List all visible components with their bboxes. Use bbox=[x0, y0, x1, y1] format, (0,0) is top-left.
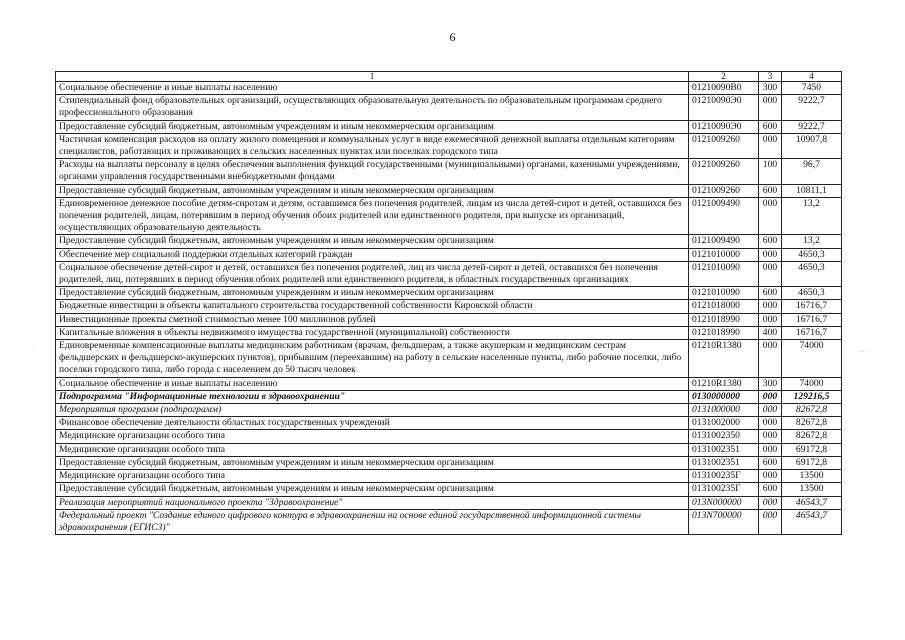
table-row bbox=[56, 390, 842, 403]
table-header-row bbox=[56, 72, 842, 82]
target-code-cell: 0121018000 bbox=[689, 300, 759, 313]
amount-cell: 4650,3 bbox=[782, 248, 842, 261]
expense-kind-cell: 100 bbox=[759, 159, 782, 184]
table-row bbox=[56, 509, 842, 534]
target-code-cell: 0121009490 bbox=[689, 235, 759, 248]
expense-kind-cell: 000 bbox=[759, 390, 782, 403]
expense-name-cell: Реализация мероприятий национального проекта "Здравоохранение" bbox=[56, 496, 689, 509]
table-row bbox=[56, 133, 842, 158]
table-row bbox=[56, 197, 842, 235]
amount-cell: 13500 bbox=[782, 483, 842, 496]
expense-name-cell: Предоставление субсидий бюджетным, автономным учреждениям и иным некоммерческим организациям bbox=[56, 120, 689, 133]
amount-cell: 13,2 bbox=[782, 197, 842, 235]
target-code-cell: 01210090Э0 bbox=[689, 95, 759, 120]
header-cell-4: 4 bbox=[782, 72, 842, 82]
table-row bbox=[56, 470, 842, 483]
expense-kind-cell: 000 bbox=[759, 417, 782, 430]
expense-kind-cell: 000 bbox=[759, 509, 782, 534]
expense-name-cell: Инвестиционные проекты сметной стоимостью менее 100 миллионов рублей bbox=[56, 313, 689, 326]
budget-table-body bbox=[56, 72, 842, 535]
expense-kind-cell: 000 bbox=[759, 496, 782, 509]
table-row bbox=[56, 235, 842, 248]
target-code-cell: 0131002351 bbox=[689, 443, 759, 456]
expense-kind-cell: 600 bbox=[759, 235, 782, 248]
amount-cell: 129216,5 bbox=[782, 390, 842, 403]
target-code-cell: 0121010000 bbox=[689, 248, 759, 261]
amount-cell: 10907,8 bbox=[782, 133, 842, 158]
target-code-cell: 0121010090 bbox=[689, 287, 759, 300]
expense-name-cell: Стипендиальный фонд образовательных организаций, осуществляющих образовательную деятельность по образовательным программам среднего профессионального образования bbox=[56, 95, 689, 120]
expense-name-cell: Предоставление субсидий бюджетным, автономным учреждениям и иным некоммерческим организациям bbox=[56, 287, 689, 300]
expense-name-cell: Обеспечение мер социальной поддержки отдельных категорий граждан bbox=[56, 248, 689, 261]
target-code-cell: 0130000000 bbox=[689, 390, 759, 403]
expense-name-cell: Социальное обеспечение и иные выплаты населению bbox=[56, 82, 689, 95]
table-row bbox=[56, 456, 842, 469]
target-code-cell: 0121018990 bbox=[689, 326, 759, 339]
expense-kind-cell: 600 bbox=[759, 184, 782, 197]
expense-kind-cell: 000 bbox=[759, 313, 782, 326]
table-row bbox=[56, 248, 842, 261]
expense-kind-cell: 000 bbox=[759, 197, 782, 235]
table-row bbox=[56, 287, 842, 300]
header-cell-2: 2 bbox=[689, 72, 759, 82]
amount-cell: 16716,7 bbox=[782, 313, 842, 326]
table-row bbox=[56, 313, 842, 326]
expense-name-cell: Медицинские организации особого типа bbox=[56, 443, 689, 456]
expense-kind-cell: 600 bbox=[759, 456, 782, 469]
header-cell-1: 1 bbox=[56, 72, 689, 82]
scan-speck: · - · bbox=[858, 349, 867, 355]
target-code-cell: 01210090Э0 bbox=[689, 120, 759, 133]
target-code-cell: 013N000000 bbox=[689, 496, 759, 509]
target-code-cell: 0131000000 bbox=[689, 404, 759, 417]
amount-cell: 13500 bbox=[782, 470, 842, 483]
target-code-cell: 0121009260 bbox=[689, 159, 759, 184]
target-code-cell: 01210090В0 bbox=[689, 82, 759, 95]
expense-kind-cell: 000 bbox=[759, 248, 782, 261]
expense-kind-cell: 000 bbox=[759, 443, 782, 456]
amount-cell: 16716,7 bbox=[782, 326, 842, 339]
expense-kind-cell: 400 bbox=[759, 326, 782, 339]
expense-name-cell: Подпрограмма "Информационные технологии в здравоохранении" bbox=[56, 390, 689, 403]
target-code-cell: 0131002351 bbox=[689, 456, 759, 469]
target-code-cell: 0121018990 bbox=[689, 313, 759, 326]
amount-cell: 16716,7 bbox=[782, 300, 842, 313]
table-row bbox=[56, 82, 842, 95]
expense-name-cell: Мероприятия программ (подпрограмм) bbox=[56, 404, 689, 417]
expense-name-cell: Расходы на выплаты персоналу в целях обеспечения выполнения функций государственными (муниципальными) органами, казенными учреждениями, органами управления государственными внебюджетными фондами bbox=[56, 159, 689, 184]
expense-name-cell: Предоставление субсидий бюджетным, автономным учреждениям и иным некоммерческим организациям bbox=[56, 483, 689, 496]
expense-kind-cell: 000 bbox=[759, 470, 782, 483]
expense-kind-cell: 300 bbox=[759, 377, 782, 390]
table-row bbox=[56, 326, 842, 339]
expense-kind-cell: 000 bbox=[759, 340, 782, 378]
target-code-cell: 013N700000 bbox=[689, 509, 759, 534]
target-code-cell: 01210R1380 bbox=[689, 377, 759, 390]
table-row bbox=[56, 120, 842, 133]
scan-speck: · bbox=[33, 344, 35, 350]
amount-cell: 4650,3 bbox=[782, 287, 842, 300]
expense-name-cell: Единовременные компенсационные выплаты медицинским работникам (врачам, фельдшерам, а также акушеркам и медицинским сестрам фельдшерских и фельдшерско-акушерских пунктов), прибывшим (переехавшим) на работу в сельские населенные пункты, либо рабочие поселки, либо поселки городского типа, либо города с населением до 50 тысяч человек bbox=[56, 340, 689, 378]
amount-cell: 46543,7 bbox=[782, 509, 842, 534]
expense-name-cell: Медицинские организации особого типа bbox=[56, 470, 689, 483]
expense-kind-cell: 000 bbox=[759, 404, 782, 417]
amount-cell: 4650,3 bbox=[782, 261, 842, 286]
table-row bbox=[56, 443, 842, 456]
expense-kind-cell: 600 bbox=[759, 287, 782, 300]
table-row bbox=[56, 261, 842, 286]
expense-name-cell: Предоставление субсидий бюджетным, автономным учреждениям и иным некоммерческим организациям bbox=[56, 235, 689, 248]
expense-kind-cell: 600 bbox=[759, 120, 782, 133]
amount-cell: 74000 bbox=[782, 377, 842, 390]
expense-kind-cell: 300 bbox=[759, 82, 782, 95]
target-code-cell: 01210R1380 bbox=[689, 340, 759, 378]
expense-name-cell: Частичная компенсация расходов на оплату жилого помещения и коммунальных услуг в виде ежемесячной денежной выплаты отдельным категориям специалистов, работающих и проживающих в сельских населенных пунктах или поселках городского типа bbox=[56, 133, 689, 158]
table-row bbox=[56, 159, 842, 184]
expense-name-cell: Социальное обеспечение и иные выплаты населению bbox=[56, 377, 689, 390]
amount-cell: 69172,8 bbox=[782, 443, 842, 456]
table-row bbox=[56, 340, 842, 378]
header-cell-3: 3 bbox=[759, 72, 782, 82]
target-code-cell: 0121009490 bbox=[689, 197, 759, 235]
target-code-cell: 013100235Г bbox=[689, 470, 759, 483]
amount-cell: 82672,8 bbox=[782, 417, 842, 430]
amount-cell: 82672,8 bbox=[782, 404, 842, 417]
expense-name-cell: Социальное обеспечение детей-сирот и детей, оставшихся без попечения родителей, лиц из числа детей-сирот и детей, оставшихся без попечения родителей, лиц, потерявших в период обучения обоих родителей или единственного родителя, в областных государственных организациях bbox=[56, 261, 689, 286]
target-code-cell: 0121009260 bbox=[689, 184, 759, 197]
table-row bbox=[56, 184, 842, 197]
amount-cell: 69172,8 bbox=[782, 456, 842, 469]
amount-cell: 46543,7 bbox=[782, 496, 842, 509]
table-row bbox=[56, 483, 842, 496]
amount-cell: 10811,1 bbox=[782, 184, 842, 197]
table-row bbox=[56, 417, 842, 430]
amount-cell: 13,2 bbox=[782, 235, 842, 248]
amount-cell: 74000 bbox=[782, 340, 842, 378]
target-code-cell: 0121010090 bbox=[689, 261, 759, 286]
target-code-cell: 013100235Г bbox=[689, 483, 759, 496]
table-row bbox=[56, 300, 842, 313]
amount-cell: 96,7 bbox=[782, 159, 842, 184]
expense-name-cell: Предоставление субсидий бюджетным, автономным учреждениям и иным некоммерческим организациям bbox=[56, 184, 689, 197]
expense-kind-cell: 000 bbox=[759, 300, 782, 313]
table-row bbox=[56, 430, 842, 443]
amount-cell: 82672,8 bbox=[782, 430, 842, 443]
page-number: 6 bbox=[449, 30, 456, 44]
expense-kind-cell: 000 bbox=[759, 95, 782, 120]
expense-name-cell: Бюджетные инвестиции в объекты капитального строительства государственной собственности Кировской области bbox=[56, 300, 689, 313]
expense-name-cell: Единовременное денежное пособие детям-сиротам и детям, оставшимся без попечения родителей, лицам из числа детей-сирот и детей, оставшихся без попечения родителей, лицам, потерявшим в период обучения обоих родителей или единственного родителя, при выпуске из организаций, осуществляющих образовательную деятельность bbox=[56, 197, 689, 235]
amount-cell: 9222,7 bbox=[782, 95, 842, 120]
expense-kind-cell: 000 bbox=[759, 133, 782, 158]
budget-table bbox=[55, 71, 842, 535]
expense-name-cell: Медицинские организации особого типа bbox=[56, 430, 689, 443]
expense-name-cell: Предоставление субсидий бюджетным, автономным учреждениям и иным некоммерческим организациям bbox=[56, 456, 689, 469]
expense-kind-cell: 600 bbox=[759, 483, 782, 496]
target-code-cell: 0131002350 bbox=[689, 430, 759, 443]
table-row bbox=[56, 404, 842, 417]
amount-cell: 9222,7 bbox=[782, 120, 842, 133]
expense-name-cell: Финансовое обеспечение деятельности областных государственных учреждений bbox=[56, 417, 689, 430]
target-code-cell: 0131002000 bbox=[689, 417, 759, 430]
target-code-cell: 0121009260 bbox=[689, 133, 759, 158]
table-row bbox=[56, 496, 842, 509]
expense-name-cell: Федеральный проект "Создание единого цифрового контура в здравоохранении на основе единой государственной информационной системы здравоохранения (ЕГИСЗ)" bbox=[56, 509, 689, 534]
expense-name-cell: Капитальные вложения в объекты недвижимого имущества государственной (муниципальной) собственности bbox=[56, 326, 689, 339]
table-row bbox=[56, 377, 842, 390]
amount-cell: 7450 bbox=[782, 82, 842, 95]
expense-kind-cell: 000 bbox=[759, 430, 782, 443]
table-row bbox=[56, 95, 842, 120]
expense-kind-cell: 000 bbox=[759, 261, 782, 286]
